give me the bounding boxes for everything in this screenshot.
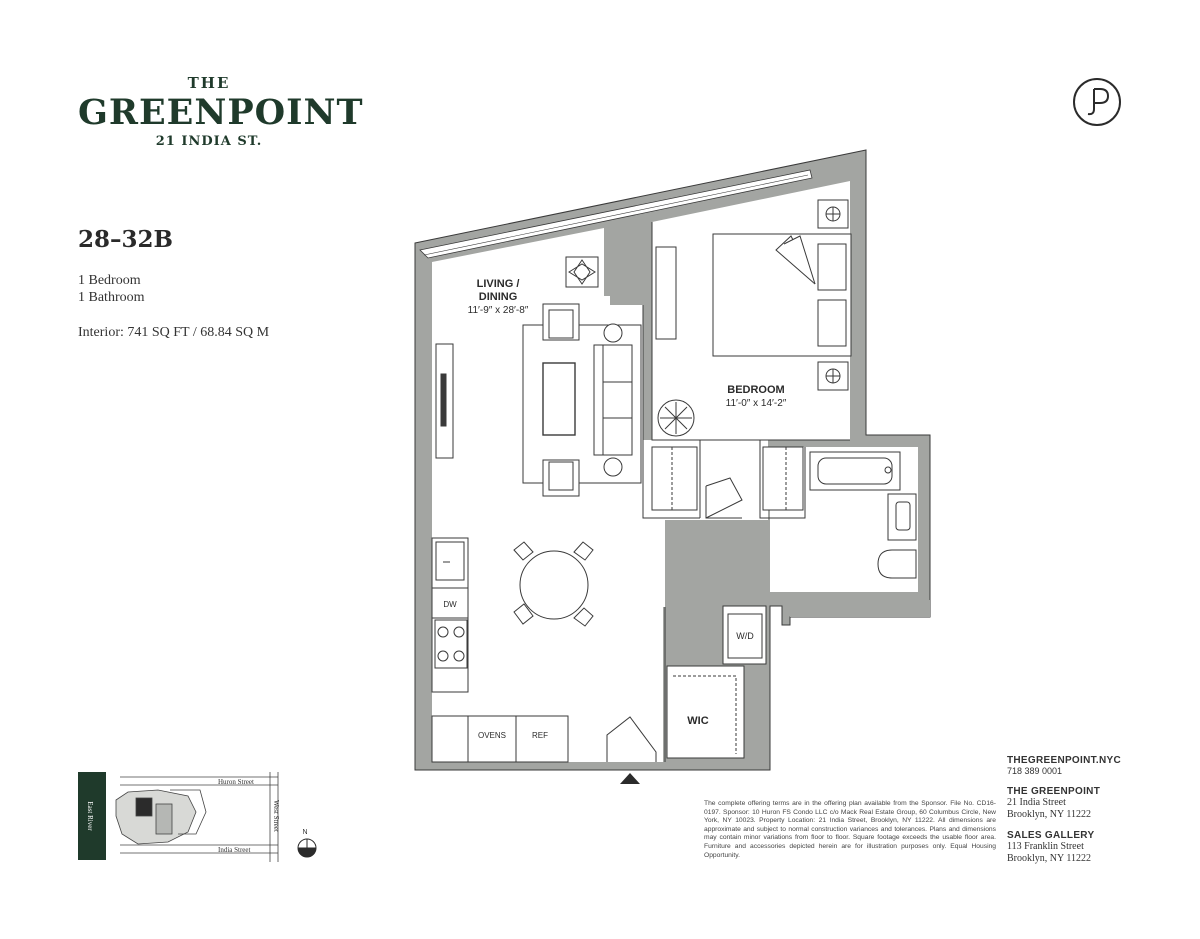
legal-disclaimer: The complete offering terms are in the offering plan available from the Sponsor. File No. CD16-0197. Sponsor: 10 Huron FS Condo LLC c/o Mack Real Estate Group, 60 Columbus Circle, New York, NY 10023. Property Location: 21 India Street, Brooklyn, NY 11222. All dimensions are approximate and subject to normal construction variances and tolerances. Plans and dimensions may contain minor variations from floor to floor. Square footage exceeds the usable floor area. Furniture and accessories depicted herein are for illustration purposes only. Equal Housing Opportunity. [704,800,996,859]
keymap-india: India Street [218,846,251,854]
bedroom-label: BEDROOM [727,384,785,396]
living-dims: 11′-9″ x 28′-8″ [467,305,529,316]
brand-the: THE [187,74,231,92]
keymap-west: West Street [272,800,280,832]
location-key-map [78,772,323,867]
interior-size: Interior: 741 SQ FT / 68.84 SQ M [78,325,270,340]
ref-label: REF [532,731,548,740]
hall-closet [652,447,697,510]
kitchen-sink [436,542,464,580]
wd-label: W/D [736,631,754,641]
keymap-huron: Huron Street [218,778,254,786]
bedroom-dims: 11′-0″ x 14′-2″ [725,398,787,409]
gallery-heading: SALES GALLERY [1007,830,1095,841]
plant-living [566,257,598,287]
toilet [878,550,916,578]
cooktop [435,620,467,668]
gallery-address-1: 113 Franklin Street [1007,841,1084,852]
wic-floor [667,666,744,758]
brand-address: 21 INDIA ST. [155,134,263,149]
sofa [594,345,632,455]
side-table-bottom [604,458,622,476]
living-label-line1: LIVING / [476,278,520,290]
unit-number: 28–32B [78,226,173,253]
dining-table [520,551,588,619]
bedroom-closet [763,447,803,510]
dresser [656,247,676,339]
bedroom-count: 1 Bedroom [78,273,141,288]
entry-arrow-icon [620,773,640,784]
coffee-table [543,363,575,435]
building-address-2: Brooklyn, NY 11222 [1007,809,1091,820]
side-table-top [604,324,622,342]
north-label: N [302,829,308,836]
website-link[interactable]: THEGREENPOINT.NYC [1007,755,1122,766]
gallery-address-2: Brooklyn, NY 11222 [1007,853,1091,864]
building-heading: THE GREENPOINT [1007,786,1101,797]
keymap-river: East River [86,801,94,831]
phone-number: 718 389 0001 [1007,766,1063,776]
wic-label: WIC [687,715,709,727]
dw-label: DW [443,600,457,609]
living-label-line2: DINING [478,291,518,303]
brand-name: GREENPOINT [78,92,364,133]
ovens-label: OVENS [477,731,507,740]
contact-block [1007,755,1121,865]
bathroom-count: 1 Bathroom [78,290,145,305]
building-address-1: 21 India Street [1007,797,1066,808]
